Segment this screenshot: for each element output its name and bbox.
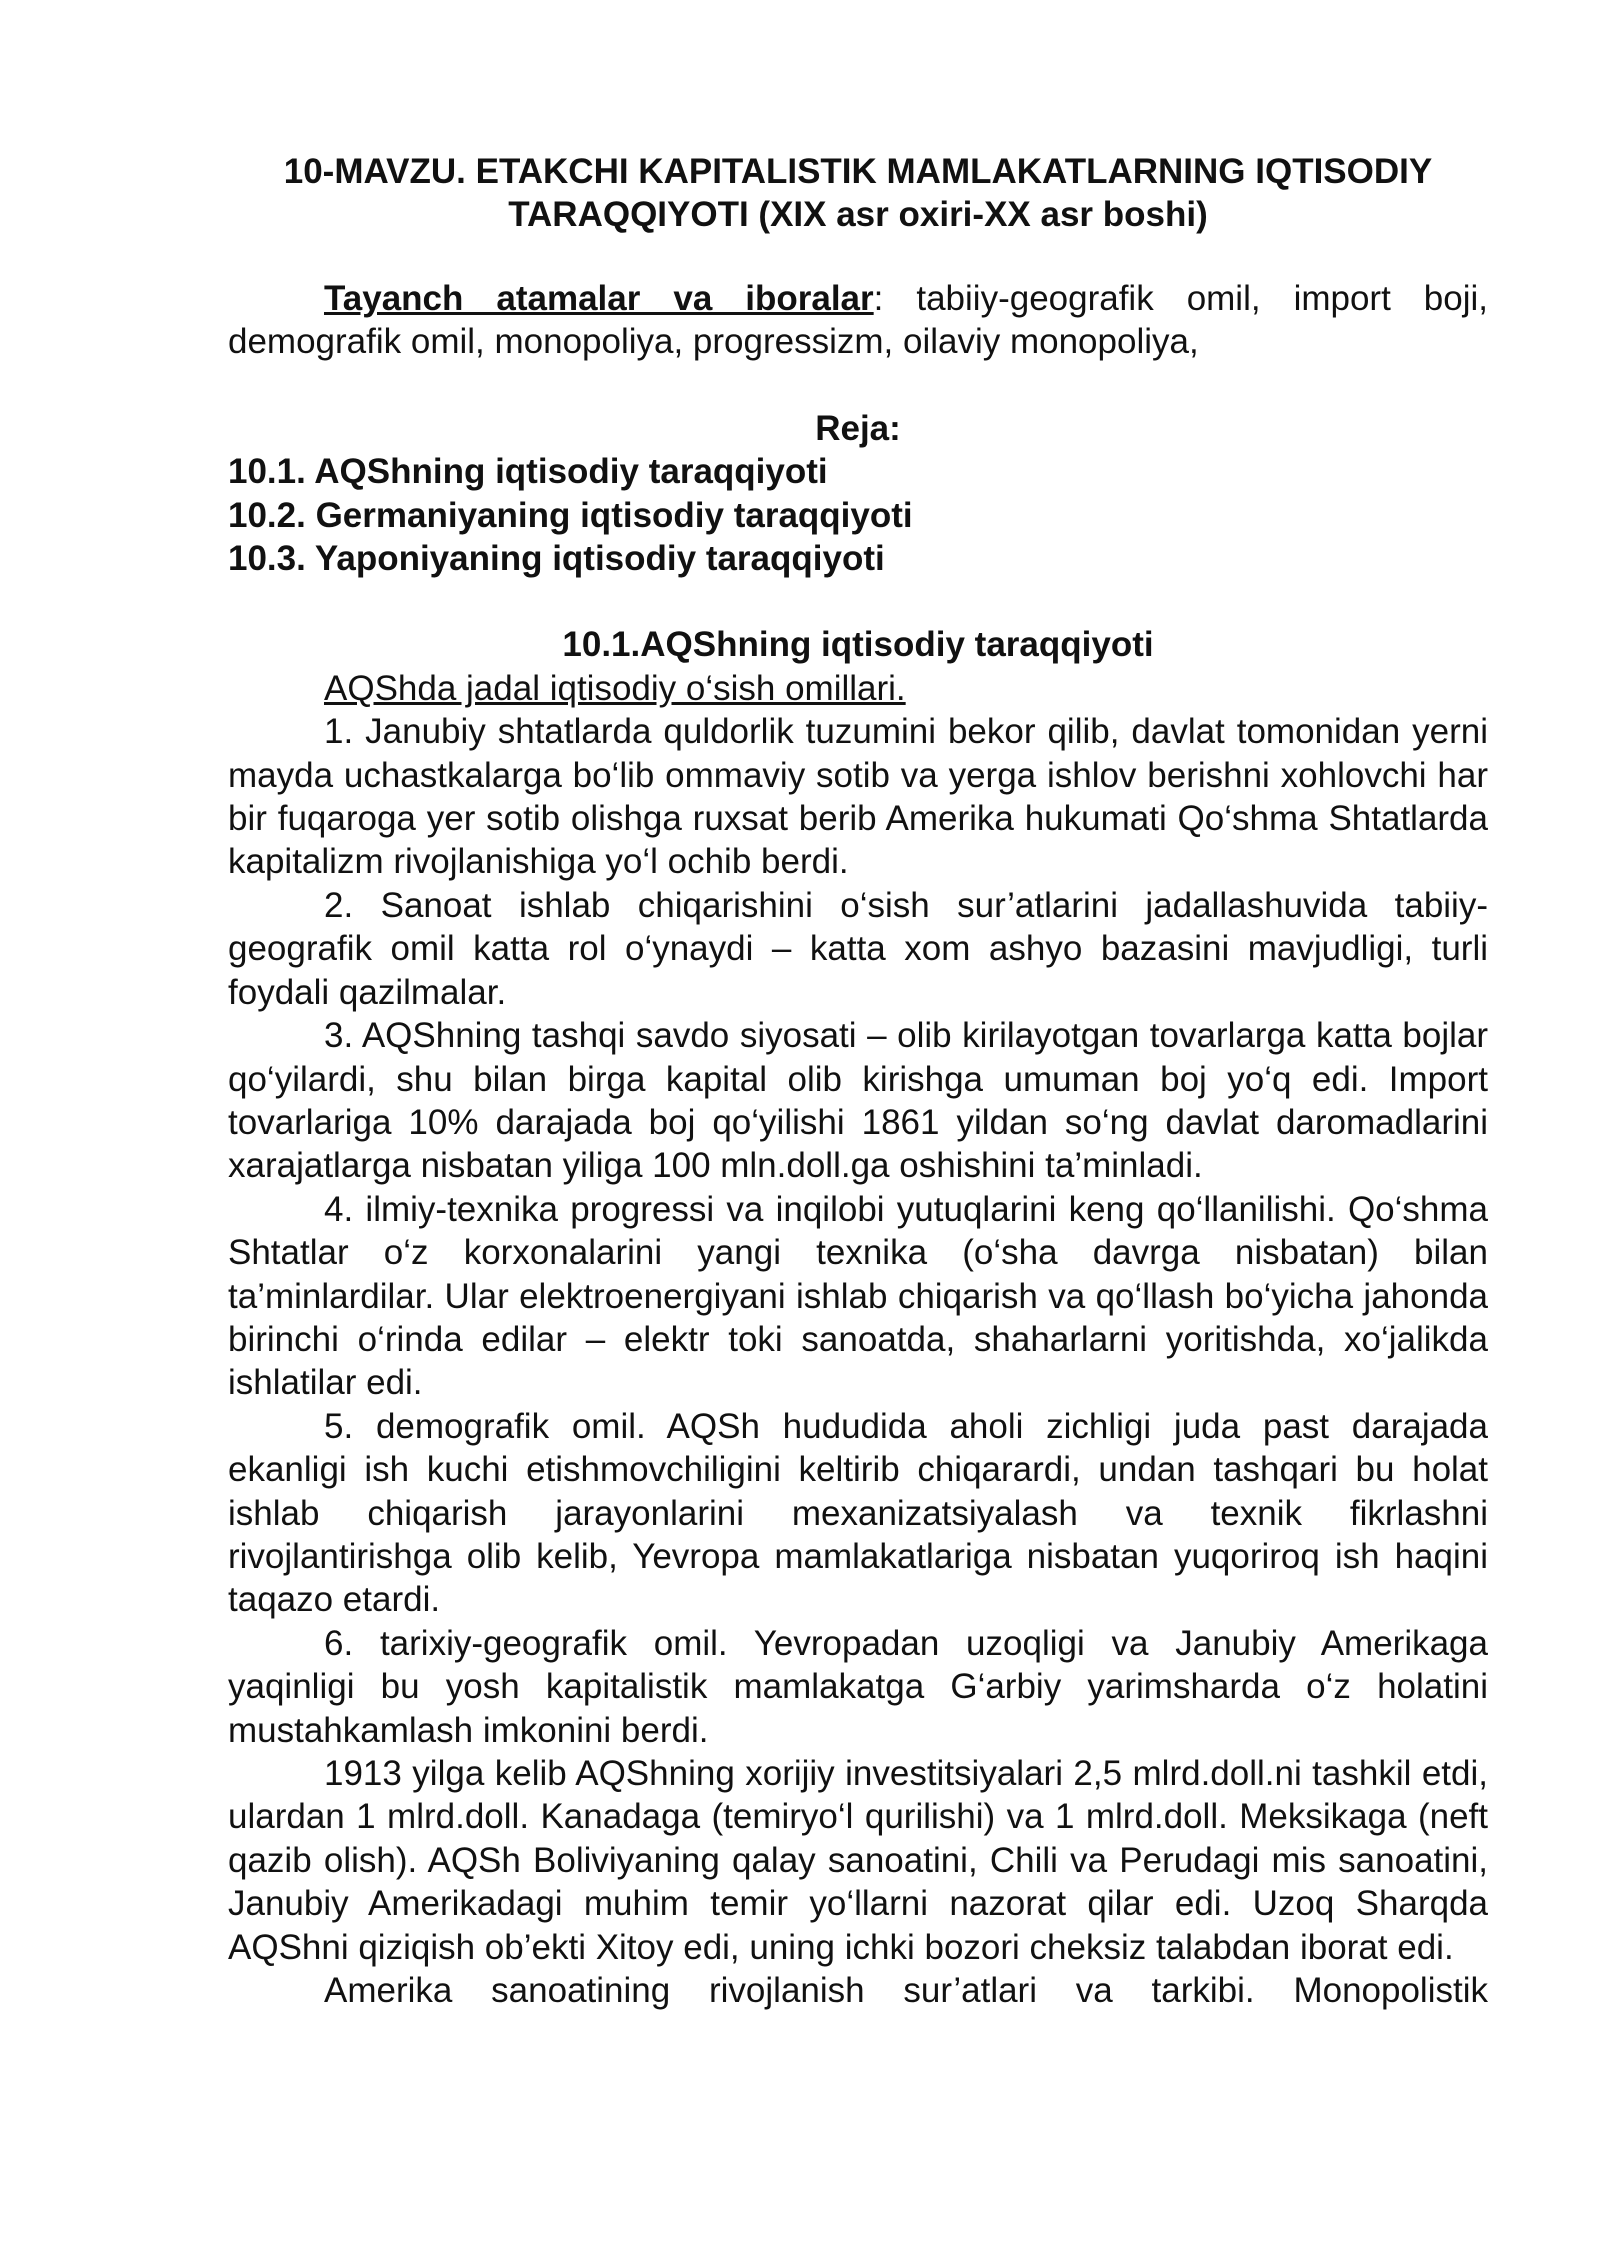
title-line-1: 10-MAVZU. ETAKCHI KAPITALISTIK MAMLAKATLARNING IQTISODIY — [283, 152, 1433, 191]
paragraph-6: 6. tarixiy-geografik omil. Yevropadan uzoqligi va Janubiy Amerikaga yaqinligi bu yosh kapitalistik mamlakatga G‘arbiy yarimsharda o‘z holatini mustahkamlash imkonini berdi. — [228, 1623, 1488, 1750]
section-subheading — [228, 667, 1488, 710]
document-page — [228, 150, 1488, 2012]
plan-item-3: 10.3. Yaponiyaning iqtisodiy taraqqiyoti — [228, 539, 885, 579]
plan-heading: Reja: — [815, 408, 901, 448]
paragraph-5: 5. demografik omil. AQSh hududida aholi zichligi juda past darajada ekanligi ish kuchi etishmovchiligini keltirib chiqarardi, undan tashqari bu holat ishlab chiqarish jarayonlarini mexanizatsiyalash va texnik fikrlashni rivojlantirishga olib kelib, Yevropa mamlakatlariga nisbatan yuqoriroq ish haqini taqazo etardi. — [228, 1406, 1488, 1620]
paragraph-2: 2. Sanoat ishlab chiqarishini o‘sish sur’atlarini jadallashuvida tabiiy-geografik omil katta rol o‘ynaydi – katta xom ashyo bazasini mavjudligi, turli foydali qazilmalar. — [228, 885, 1488, 1012]
keywords-label: Tayanch atamalar va iboralar — [324, 279, 874, 318]
title-line-2: TARAQQIYOTI (XIX asr oxiri-XX asr boshi) — [508, 195, 1208, 234]
document-title — [228, 150, 1488, 236]
plan-item-2: 10.2. Germaniyaning iqtisodiy taraqqiyoti — [228, 495, 913, 535]
paragraph-7: 1913 yilga kelib AQShning xorijiy investitsiyalari 2,5 mlrd.doll.ni tashkil etdi, ulardan 1 mlrd.doll. Kanadaga (temiryo‘l qurilishi) va 1 mlrd.doll. Meksikaga (neft qazib olish). AQSh Boliviyaning qalay sanoatini, Chili va Perudagi mis sanoatini, Janubiy Amerikadagi muhim temir yo‘llarni nazorat qilar edi. Uzoq Sharqda AQShni qiziqish ob’ekti Xitoy edi, uning ichki bozori cheksiz talabdan iborat edi. — [228, 1754, 1488, 1967]
paragraph-1: 1. Janubiy shtatlarda quldorlik tuzumini bekor qilib, davlat tomonidan yerni mayda uchastkalarga bo‘lib ommaviy sotib va yerga ishlov berishni xohlovchi har bir fuqaroga yer sotib olishga ruxsat berib Amerika hukumati Qo‘shma Shtatlarda kapitalizm rivojlanishiga yo‘l ochib berdi. — [228, 712, 1488, 882]
keywords-text: : tabiiy-geografik omil, import boji, demografik omil, monopoliya, progressizm, oilaviy monopoliya, — [228, 279, 1489, 362]
keywords-paragraph — [228, 277, 1488, 364]
section-heading: 10.1.AQShning iqtisodiy taraqqiyoti — [562, 625, 1154, 665]
plan-item-1: 10.1. AQShning iqtisodiy taraqqiyoti — [228, 452, 828, 492]
paragraph-4: 4. ilmiy-texnika progressi va inqilobi yutuqlarini keng qo‘llanilishi. Qo‘shma Shtatlar o‘z korxonalarini yangi texnika (o‘sha davrga nisbatan) bilan ta’minlardilar. Ular elektroenergiyani ishlab chiqarish va qo‘llash bo‘yicha jahonda birinchi o‘rinda edilar – elektr toki sanoatda, shaharlarni yoritishda, xo‘jalikda ishlatilar edi. — [228, 1189, 1488, 1403]
section-subheading-text: AQShda jadal iqtisodiy o‘sish omillari. — [324, 668, 906, 708]
paragraph-3: 3. AQShning tashqi savdo siyosati – olib kirilayotgan tovarlarga katta bojlar qo‘yilardi, shu bilan birga kapital olib kirishga umuman boj yo‘q edi. Import tovarlariga 10% darajada boj qo‘yilishi 1861 yildan so‘ng davlat daromadlarini xarajatlarga nisbatan yiliga 100 mln.doll.ga oshishini ta’minladi. — [228, 1016, 1488, 1186]
paragraph-8: Amerika sanoatining rivojlanish sur’atlari va tarkibi. Monopolistik — [324, 1971, 1488, 2011]
